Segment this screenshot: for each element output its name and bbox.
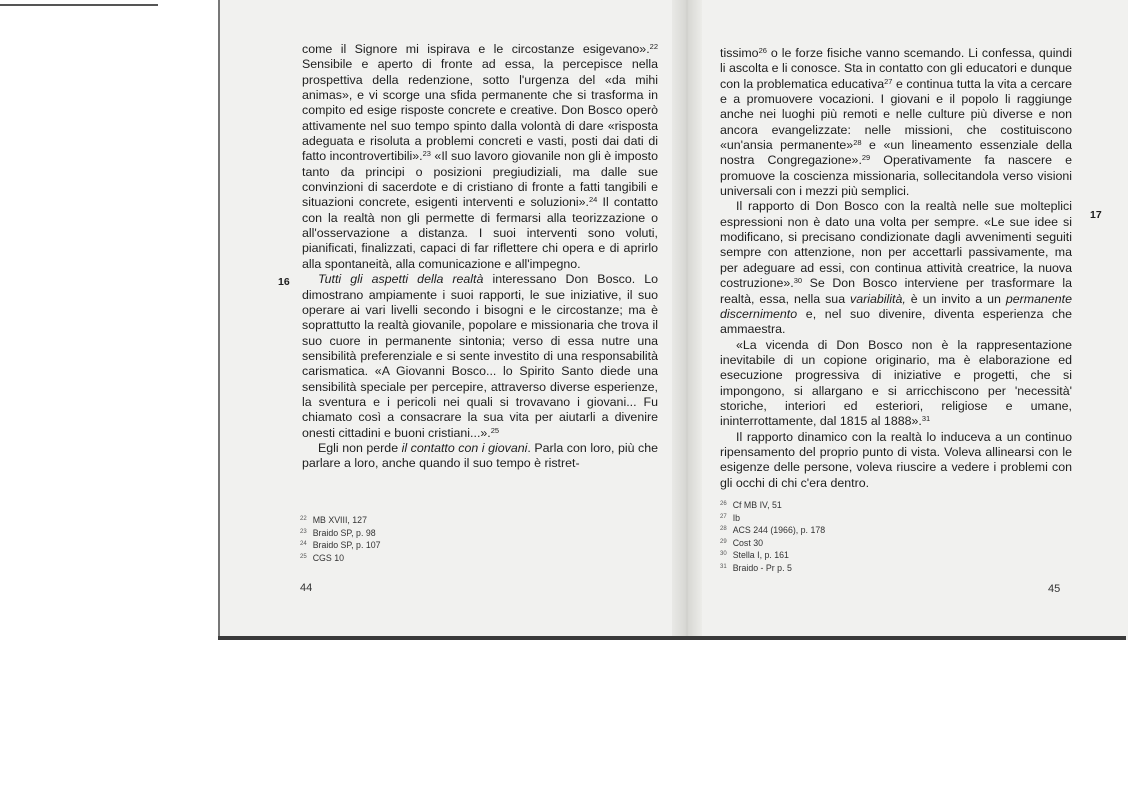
footnote-ref: 29: [861, 153, 871, 163]
left-page: [220, 0, 672, 636]
footnote-text: Braido SP, p. 98: [312, 527, 376, 538]
text-run: Operativamente fa nascere e promuove la coscienza missionaria, sollecitandola verso visioni universali con i mezzi più semplici.: [720, 153, 1072, 199]
page-body: [302, 42, 658, 472]
margin-number: 16: [278, 276, 290, 288]
paragraph: [720, 199, 1072, 337]
footnote-text: Stella I, p. 161: [732, 550, 789, 561]
footnote-number: 31: [720, 563, 727, 570]
page-number: 45: [1048, 583, 1061, 595]
footnote-ref: 30: [793, 276, 803, 286]
text-run: Il rapporto di Don Bosco con la realtà nelle sue molteplici espressioni non è dato una volta per sempre. «Le sue idee si modificano, si precisano condizionate dagli avvenimenti seguiti sempre con attenzione, non per accettarli passivamente, ma per adeguare ad essi, con continua attività creatrice, la nuova costruzione».: [720, 199, 1072, 291]
footnote-ref: 24: [589, 195, 598, 205]
footnotes: [300, 514, 381, 564]
footnote: [300, 514, 381, 527]
text-run: Egli non perde: [318, 440, 402, 455]
text-run: Se Don Bosco interviene per trasformare la realtà, essa, nella sua: [720, 276, 1072, 306]
footnote-number: 30: [720, 551, 727, 558]
footnote-number: 24: [300, 541, 307, 548]
footnote-text: Braido - Pr p. 5: [732, 562, 792, 573]
right-page: [702, 0, 1126, 636]
text-run: e «un lineamento essenziale della nostra Congregazione».: [720, 138, 1073, 168]
italic-text: il contatto con i giovani: [401, 440, 528, 455]
paragraph: [720, 46, 1072, 199]
footnote-number: 25: [300, 553, 307, 560]
italic-text: permanente discernimento: [720, 291, 1072, 321]
footnotes: [720, 499, 825, 575]
paragraph: [302, 42, 658, 272]
footnote: [300, 552, 381, 565]
footnote: [720, 562, 825, 575]
text-run: e continua tutta la vita a cercare e a promuovere vocazioni. I giovani e il popolo li raggiunge anche nei luoghi più remoti e nelle culture più diverse e non ancora evangelizzate: nelle missioni, che costituiscono «un'ansia permanente»: [720, 76, 1072, 153]
footnote-text: Ib: [732, 512, 741, 523]
text-run: tissimo: [720, 46, 759, 60]
text-run: Il contatto con la realtà non gli permette di fermarsi alla teorizzazione o all'osservazione a distanza. I suoi interventi sono voluti, pianificati, finalizzati, capaci di far riflettere chi opera e di aprirlo alla spontaneità, alla comunicazione e all'impegno.: [302, 195, 659, 271]
text-run: «La vicenda di Don Bosco non è la rappresentazione inevitabile di un copione originario, ma è elaborazione ed esecuzione progressiva di iniziative e progetti, che si impongono, si allargano e si arricchiscono per 'necessità' storiche, interiori ed esteriori, religiose e umane, ininterrottamente, dal 1815 al 1888».: [720, 337, 1072, 429]
paragraph: [720, 338, 1072, 430]
footnote-number: 22: [300, 516, 307, 522]
footnote-number: 23: [300, 528, 307, 535]
footnote: [720, 524, 825, 537]
footnote-ref: 26: [758, 46, 767, 55]
footnote-number: 28: [720, 526, 727, 533]
text-run: come il Signore mi ispirava e le circostanze esigevano».: [302, 42, 650, 56]
footnote: [720, 537, 825, 550]
footnote: [720, 512, 825, 525]
margin-number: 17: [1090, 209, 1102, 221]
italic-text: variabilità,: [850, 291, 906, 306]
footnote-number: 26: [720, 501, 727, 507]
text-run: «Il suo lavoro giovanile non gli è imposto tanto da principi o posizioni pregiudiziali, ma dalle sue convinzioni di sacerdote e di cristiano di fronte a fatti tangibili e situazioni concrete, esigenti interventi e soluzioni».: [302, 149, 659, 210]
footnote-ref: 31: [921, 414, 931, 424]
text-run: è un invito a un: [905, 291, 1006, 306]
scan-edge-line: [0, 4, 158, 6]
footnote-ref: 27: [884, 76, 893, 86]
footnote-text: Cf MB IV, 51: [732, 500, 782, 510]
page-body: [720, 46, 1072, 491]
paragraph: [302, 272, 658, 441]
page-number: 44: [300, 582, 313, 594]
footnote-text: CGS 10: [312, 552, 344, 563]
text-run: interessano Don Bosco. Lo dimostrano ampiamente i suoi rapporti, le sue iniziative, il suo operare ai vari livelli secondo i bisogni e le circostanze; ma è soprattutto la realtà giovanile, popolare e missionaria che trova il suo cuore in permanente sintonia; verso di essa nutre una sensibilità preferenziale e si sente investito di una responsabilità carismatica. «A Giovanni Bosco... lo Spirito Santo diede una sensibilità speciale per percepire, attraverso diverse esperienze, la sventura e i pericoli nei quali si trovavano i giovani... Fu chiamato così a consacrare la sua vita per aiutarli a divenire onesti cittadini e buoni cristiani...».: [302, 272, 658, 440]
footnote-number: 27: [720, 513, 727, 520]
footnote-text: Braido SP, p. 107: [312, 540, 381, 551]
paragraph: [720, 430, 1072, 491]
footnote-text: MB XVIII, 127: [312, 515, 367, 525]
text-run: e, nel suo divenire, diventa esperienza che ammaestra.: [720, 306, 1072, 337]
footnote-ref: 23: [422, 149, 431, 159]
footnote-number: 29: [720, 538, 727, 545]
footnote: [300, 539, 381, 552]
footnote-ref: 22: [649, 42, 658, 51]
footnote-ref: 25: [490, 425, 500, 435]
footnote-text: ACS 244 (1966), p. 178: [732, 525, 826, 536]
book-bottom-edge: [218, 636, 1126, 640]
footnote: [720, 549, 825, 562]
footnote: [720, 499, 825, 512]
text-run: Sensibile e aperto di fronte ad essa, la percepisce nella prospettiva della redenzione, sotto l'urgenza del «da mihi animas», e vi scorge una sfida permanente che si trasforma in compito ed esige risposte concrete e creative. Don Bosco operò attivamente nel suo tempo spinto dalla volontà di dare «risposta adeguata e risoluta a problemi concreti e vasti, posti dai dati di fatto incontrovertibili».: [302, 57, 658, 164]
footnote-ref: 28: [853, 138, 862, 148]
paragraph: [302, 441, 658, 472]
footnote-text: Cost 30: [732, 537, 764, 548]
italic-text: Tutti gli aspetti della realtà: [318, 272, 484, 287]
book-gutter: [672, 0, 702, 640]
text-run: o le forze fisiche vanno scemando. Li confessa, quindi li ascolta e li conosce. Sta in contatto con gli educatori e dunque con la problematica educativa: [720, 46, 1072, 91]
text-run: . Parla con loro, più che parlare a loro, anche quando il suo tempo è ristret-: [302, 440, 659, 471]
footnote: [300, 527, 381, 540]
text-run: Il rapporto dinamico con la realtà lo induceva a un continuo ripensamento del proprio punto di vista. Voleva allinearsi con le esigenze delle persone, voleva riuscire a vedere i problemi con gli occhi di chi c'era dentro.: [720, 429, 1072, 490]
